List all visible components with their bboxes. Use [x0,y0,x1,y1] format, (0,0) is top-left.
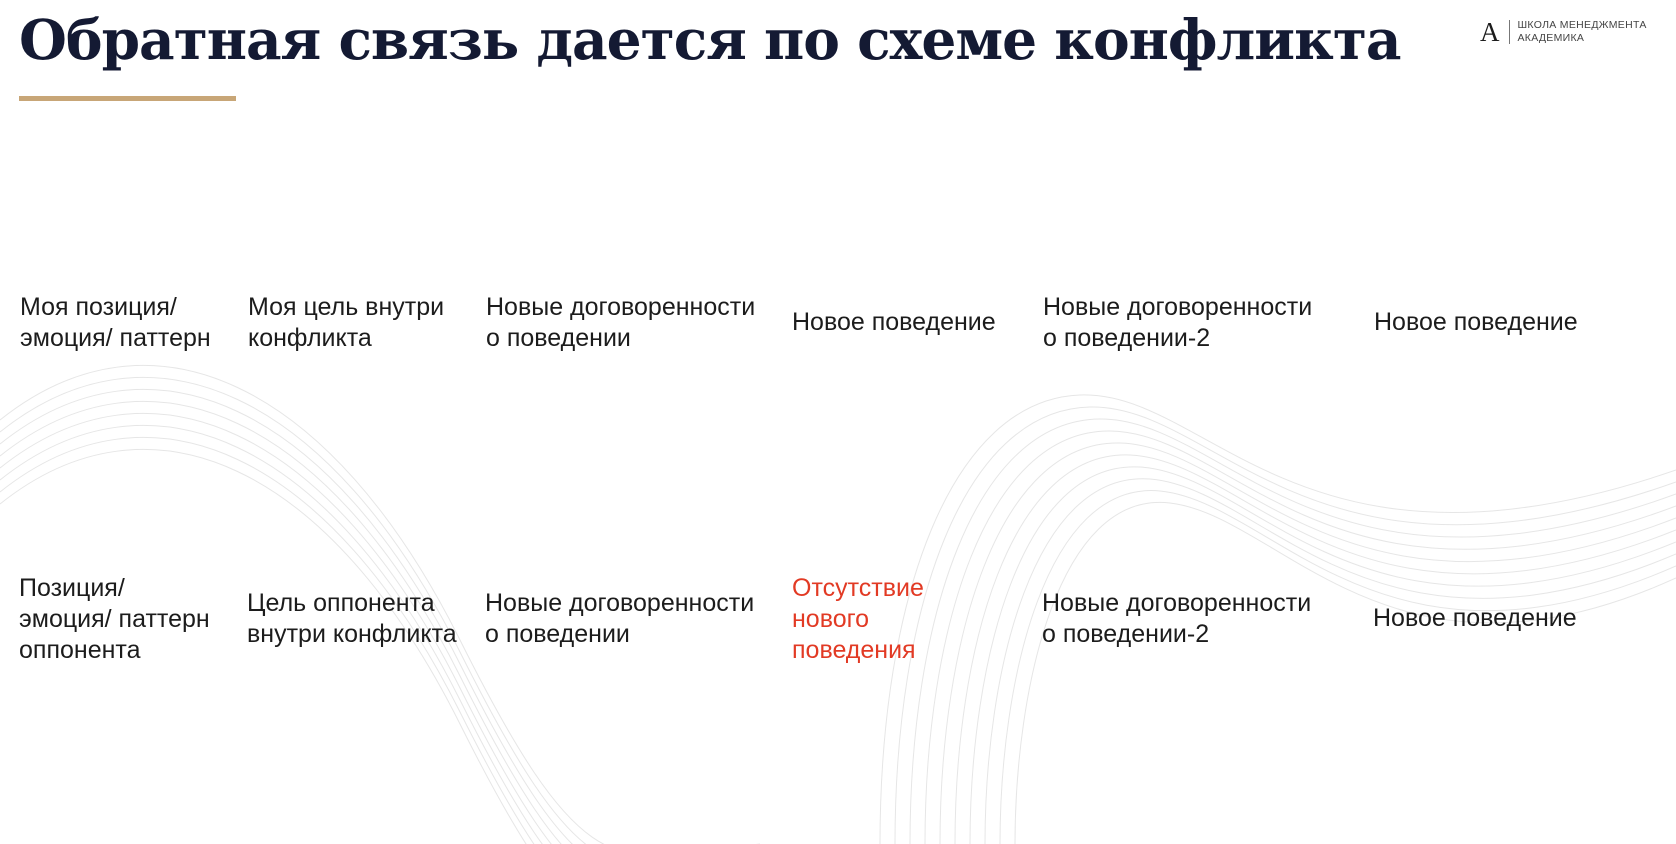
opponent-agreements-cell: Новые договоренности о поведении [485,589,755,648]
company-logo [1480,16,1647,48]
logo-text [1518,19,1647,45]
opponent-agreements-2-cell: Новые договоренности о поведении-2 [1042,589,1312,648]
opponent-new-behavior-cell: Новое поведение [1373,604,1577,632]
self-new-behavior-cell: Новое поведение [792,308,996,336]
opponent-no-new-behavior-cell: Отсутствие нового поведения [792,574,924,664]
self-goal-cell: Моя цель внутри конфликта [248,293,445,352]
logo-text-line-1: ШКОЛА МЕНЕДЖМЕНТА [1517,19,1647,31]
page-title: Обратная связь дается по схеме конфликта [19,7,1401,72]
title-underline [19,96,236,101]
logo-divider [1509,20,1510,44]
self-agreements-2-cell: Новые договоренности о поведении-2 [1043,293,1313,352]
self-agreements-cell: Новые договоренности о поведении [486,293,756,352]
logo-text-line-2: АКАДЕМИКА [1517,32,1585,44]
opponent-goal-cell: Цель оппонента внутри конфликта [247,589,457,648]
self-position-cell: Моя позиция/ эмоция/ паттерн [20,293,211,352]
self-new-behavior-2-cell: Новое поведение [1374,308,1578,336]
logo-letter: A [1480,17,1500,47]
opponent-position-cell: Позиция/ эмоция/ паттерн оппонента [19,574,210,664]
